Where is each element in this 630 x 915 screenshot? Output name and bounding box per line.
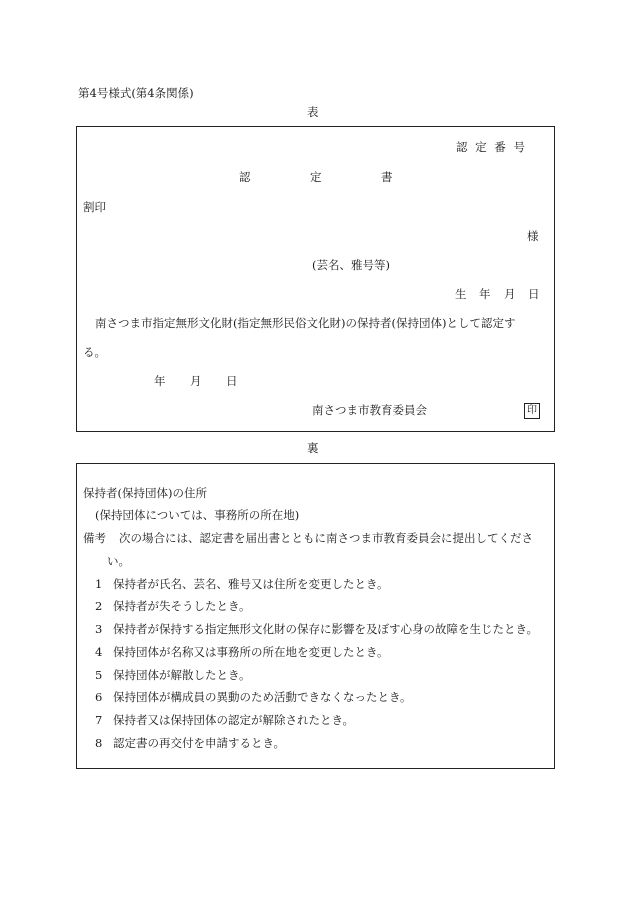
item-number: 5	[95, 668, 103, 682]
birth-char-day: 日	[528, 287, 540, 301]
split-seal-note: 割印	[83, 200, 106, 214]
front-side-label: 表	[307, 105, 319, 119]
item-text: 保持団体が解散したとき。	[113, 668, 251, 682]
official-seal-mark: 印	[524, 403, 540, 419]
title-char-2: 定	[310, 170, 322, 184]
issue-date-year: 年	[154, 374, 166, 388]
holder-address-note: (保持団体については、事務所の所在地)	[95, 508, 300, 522]
title-char-3: 書	[381, 170, 393, 184]
back-side-label: 裏	[307, 441, 319, 455]
item-text: 保持者又は保持団体の認定が解除されたとき。	[113, 713, 355, 727]
certification-text-line1: 南さつま市指定無形文化財(指定無形民俗文化財)の保持者(保持団体)として認定す	[95, 316, 516, 330]
birth-char-month: 月	[504, 287, 516, 301]
certificate-number-label: 認 定 番 号	[456, 140, 527, 154]
item-number: 2	[95, 599, 103, 613]
item-number: 3	[95, 622, 103, 636]
stage-name-note: (芸名、雅号等)	[312, 258, 390, 272]
remarks-text-line1: 次の場合には、認定書を届出書とともに南さつま市教育委員会に提出してくださ	[119, 531, 533, 545]
item-number: 8	[95, 736, 103, 750]
item-text: 保持団体が構成員の異動のため活動できなくなったとき。	[113, 690, 412, 704]
title-char-1: 認	[239, 170, 251, 184]
issue-date-month: 月	[190, 374, 202, 388]
item-text: 保持者が氏名、芸名、雅号又は住所を変更したとき。	[113, 577, 389, 591]
birth-char-year: 年	[479, 287, 491, 301]
issue-date-day: 日	[226, 374, 238, 388]
item-text: 保持団体が名称又は事務所の所在地を変更したとき。	[113, 645, 389, 659]
item-text: 保持者が保持する指定無形文化財の保存に影響を及ぼす心身の故障を生じたとき。	[113, 622, 539, 636]
issuer-name: 南さつま市教育委員会	[312, 403, 427, 417]
form-label: 第4号様式(第4条関係)	[78, 86, 194, 100]
birth-char-sei: 生	[455, 287, 467, 301]
item-text: 認定書の再交付を申請するとき。	[113, 736, 286, 750]
honorific-sama: 様	[527, 229, 539, 243]
item-number: 6	[95, 690, 103, 704]
item-number: 1	[95, 577, 103, 591]
certification-text-line2: る。	[83, 345, 106, 359]
item-number: 7	[95, 713, 103, 727]
remarks-text-line2: い。	[107, 554, 130, 568]
remarks-label: 備考	[83, 531, 106, 545]
item-text: 保持者が失そうしたとき。	[113, 599, 251, 613]
holder-address-label: 保持者(保持団体)の住所	[83, 486, 207, 500]
item-number: 4	[95, 645, 103, 659]
